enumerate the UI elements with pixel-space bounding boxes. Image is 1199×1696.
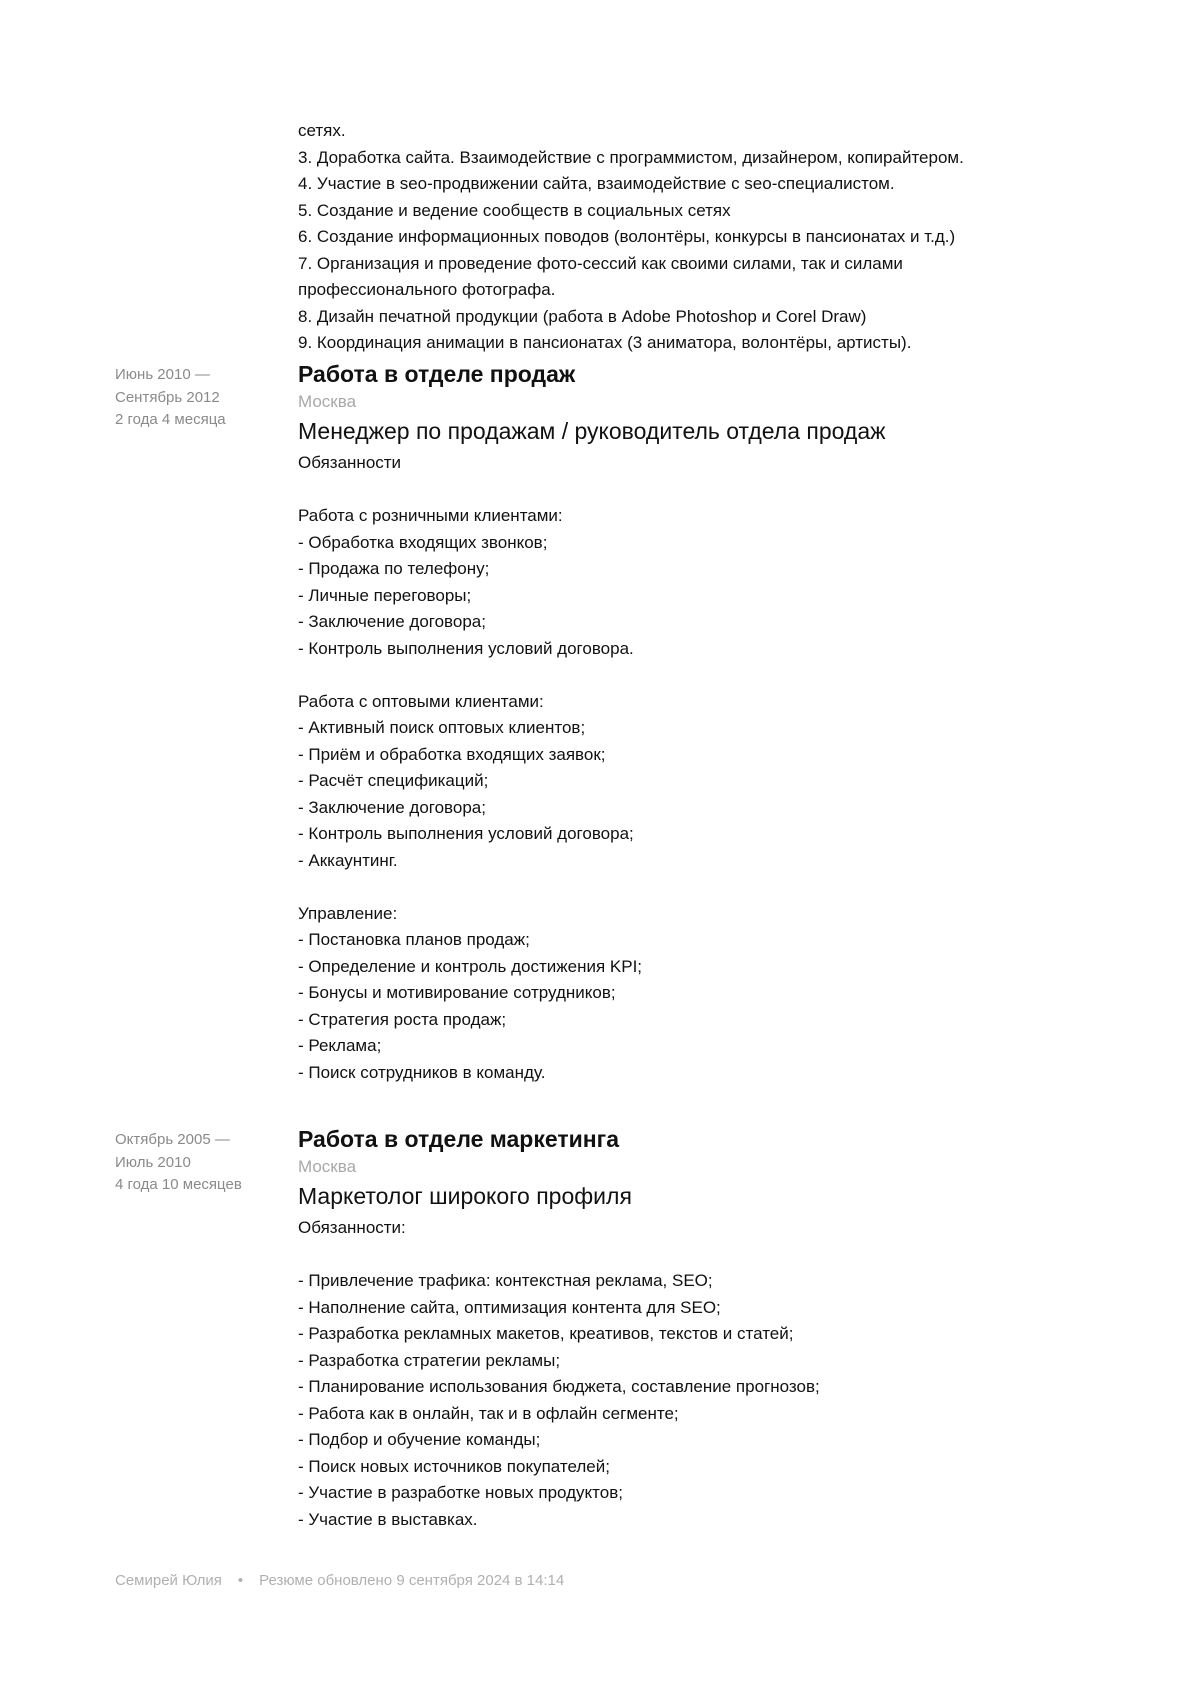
duty-line: профессионального фотографа. bbox=[298, 280, 556, 299]
duty-line: - Наполнение сайта, оптимизация контента для SEO; bbox=[298, 1297, 721, 1317]
job-position: Маркетолог широкого профиля bbox=[298, 1183, 632, 1209]
duty-line: 6. Создание информационных поводов (волонтёры, конкурсы в пансионатах и т.д.) bbox=[298, 227, 956, 246]
company-city: Москва bbox=[298, 1157, 357, 1176]
duty-line: - Активный поиск оптовых клиентов; bbox=[298, 718, 586, 737]
duty-line: - Подбор и обучение команды; bbox=[298, 1430, 541, 1449]
period-end: Июль 2010 bbox=[115, 1153, 191, 1171]
duty-line: 4. Участие в seo-продвижении сайта, взаимодействие с seo-специалистом. bbox=[298, 174, 895, 193]
duty-line: - Приём и обработка входящих заявок; bbox=[298, 744, 606, 764]
duty-line: - Личные переговоры; bbox=[298, 585, 472, 605]
duty-line: Работа с оптовыми клиентами: bbox=[298, 691, 544, 711]
company-name: Работа в отделе продаж bbox=[298, 361, 576, 387]
previous-job-duties-continuation bbox=[298, 118, 1078, 357]
duty-line: - Участие в выставках. bbox=[298, 1509, 478, 1529]
duty-line: - Участие в разработке новых продуктов; bbox=[298, 1483, 623, 1502]
duty-line: - Продажа по телефону; bbox=[298, 559, 490, 578]
duty-line: - Заключение договора; bbox=[298, 612, 486, 631]
duty-line: 8. Дизайн печатной продукции (работа в Adobe Photoshop и Corel Draw) bbox=[298, 306, 867, 326]
duty-line: Работа с розничными клиентами: bbox=[298, 506, 563, 525]
experience-period bbox=[115, 364, 275, 432]
duty-line: - Стратегия роста продаж; bbox=[298, 1009, 507, 1029]
duty-line: - Бонусы и мотивирование сотрудников; bbox=[298, 983, 616, 1002]
duty-line: - Реклама; bbox=[298, 1036, 382, 1055]
job-position: Менеджер по продажам / руководитель отдела продаж bbox=[298, 418, 886, 444]
period-duration: 4 года 10 месяцев bbox=[115, 1176, 242, 1193]
blank-line bbox=[298, 1242, 1088, 1269]
duty-line: - Разработка стратегии рекламы; bbox=[298, 1350, 561, 1370]
footer-updated: Резюме обновлено 9 сентября 2024 в 14:14 bbox=[259, 1572, 565, 1589]
duty-line: - Постановка планов продаж; bbox=[298, 930, 530, 949]
footer-separator: • bbox=[237, 1572, 244, 1589]
duty-line: Обязанности bbox=[298, 453, 402, 472]
duty-line: Обязанности: bbox=[298, 1218, 406, 1237]
blank-line bbox=[298, 477, 1088, 504]
duty-line: - Контроль выполнения условий договора; bbox=[298, 824, 634, 843]
company-name: Работа в отделе маркетинга bbox=[298, 1126, 620, 1152]
blank-line bbox=[298, 662, 1088, 689]
company-city: Москва bbox=[298, 392, 357, 411]
experience-details bbox=[298, 358, 1088, 1086]
page-footer bbox=[115, 1571, 564, 1591]
footer-name: Семирей Юлия bbox=[115, 1572, 222, 1589]
duty-line: - Аккаунтинг. bbox=[298, 850, 398, 870]
duty-line: - Привлечение трафика: контекстная реклама, SEO; bbox=[298, 1271, 713, 1290]
duty-line: - Работа как в онлайн, так и в офлайн сегменте; bbox=[298, 1403, 679, 1423]
job-duties bbox=[298, 1215, 1088, 1533]
duty-line: - Разработка рекламных макетов, креативов, текстов и статей; bbox=[298, 1324, 794, 1343]
duty-line: - Обработка входящих звонков; bbox=[298, 532, 548, 552]
period-end: Сентябрь 2012 bbox=[115, 388, 220, 406]
duty-line: - Расчёт спецификаций; bbox=[298, 771, 489, 790]
duty-line: 7. Организация и проведение фото-сессий как своими силами, так и силами bbox=[298, 253, 903, 273]
duty-line: - Контроль выполнения условий договора. bbox=[298, 638, 634, 658]
duty-line: - Поиск новых источников покупателей; bbox=[298, 1456, 610, 1476]
experience-details bbox=[298, 1123, 1088, 1533]
duty-line: - Определение и контроль достижения KPI; bbox=[298, 956, 643, 976]
duty-line: Управление: bbox=[298, 903, 398, 923]
duty-line: 5. Создание и ведение сообществ в социальных сетях bbox=[298, 200, 731, 220]
job-duties bbox=[298, 450, 1088, 1086]
duty-line: сетях. bbox=[298, 121, 346, 140]
period-start: Июнь 2010 — bbox=[115, 366, 210, 383]
period-start: Октябрь 2005 — bbox=[115, 1131, 230, 1148]
duty-line: 3. Доработка сайта. Взаимодействие с программистом, дизайнером, копирайтером. bbox=[298, 147, 964, 167]
duty-line: - Поиск сотрудников в команду. bbox=[298, 1062, 546, 1082]
duty-line: 9. Координация анимации в пансионатах (3 аниматора, волонтёры, артисты). bbox=[298, 333, 912, 352]
duty-line: - Планирование использования бюджета, составление прогнозов; bbox=[298, 1377, 820, 1396]
blank-line bbox=[298, 874, 1088, 901]
experience-period bbox=[115, 1129, 275, 1197]
duty-line: - Заключение договора; bbox=[298, 797, 486, 817]
period-duration: 2 года 4 месяца bbox=[115, 411, 226, 428]
